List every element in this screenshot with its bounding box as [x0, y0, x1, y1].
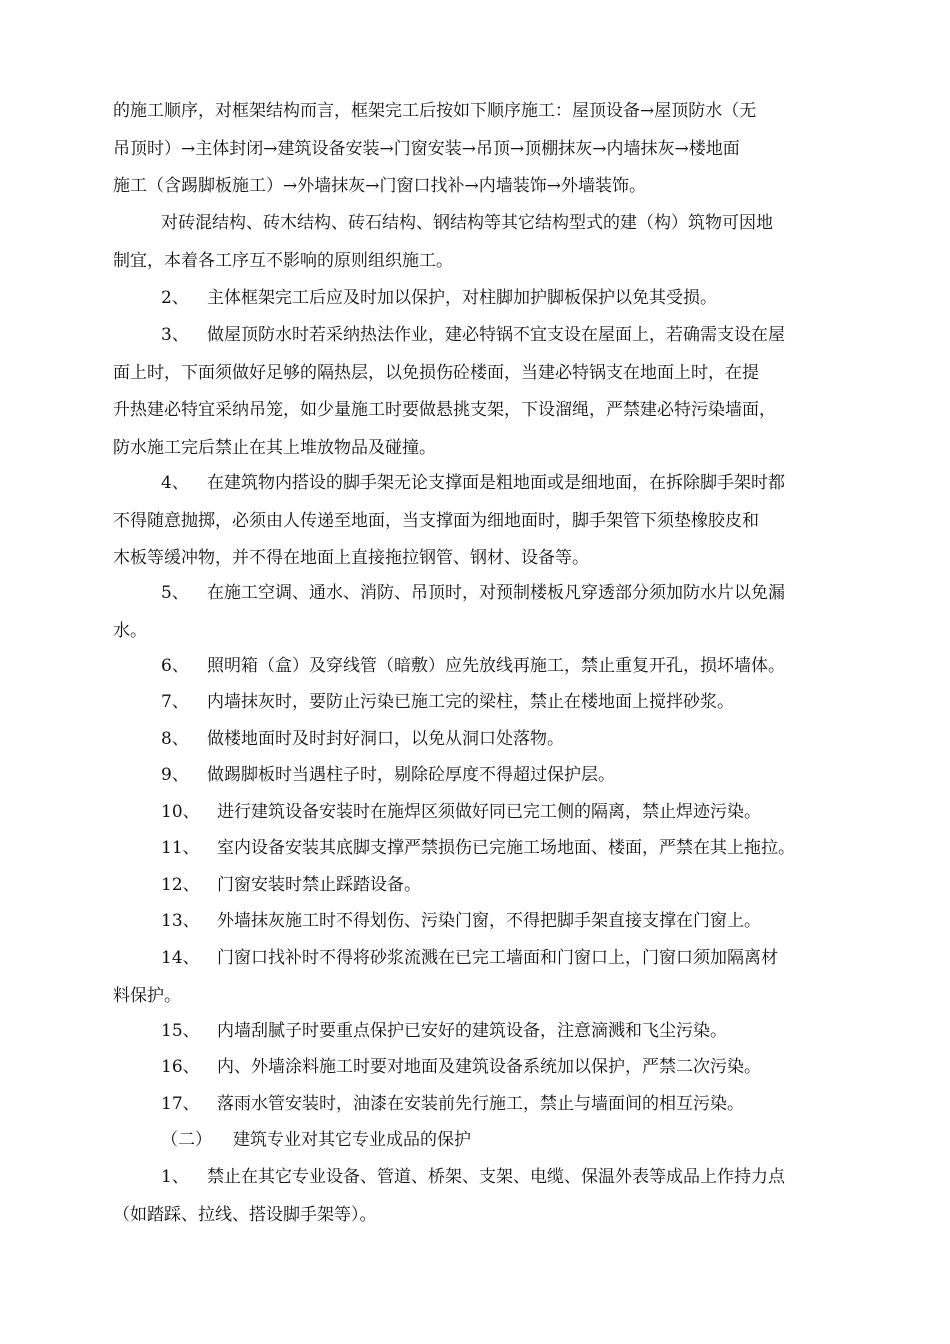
list-item-2 — [113, 280, 858, 318]
text-line: （如踏踩、拉线、搭设脚手架等）。 — [113, 1204, 377, 1225]
item-text: 门窗口找补时不得将砂浆流溅在已完工墙面和门窗口上，门窗口须加隔离材 — [217, 948, 778, 968]
item-number: 3、 — [161, 325, 189, 345]
item-text: 在建筑物内搭设的脚手架无论支撑面是粗地面或是细地面，在拆除脚手架时都 — [207, 473, 785, 493]
list-item-9 — [113, 757, 858, 795]
item-number: 2、 — [161, 288, 189, 308]
text-line: 制宜，本着各工序互不影响的原则组织施工。 — [113, 250, 453, 271]
item-number: 7、 — [161, 692, 189, 712]
item-text: 内墙刮腻子时要重点保护已安好的建筑设备，注意滴溅和飞尘污染。 — [217, 1021, 727, 1041]
section-heading — [113, 1122, 858, 1160]
item-text: 禁止在其它专业设备、管道、桥架、支架、电缆、保温外表等成品上作持力点 — [207, 1167, 785, 1187]
text-line: 的施工顺序，对框架结构而言，框架完工后按如下顺序施工：屋顶设备→屋顶防水（无 — [113, 101, 757, 121]
item-text: 室内设备安装其底脚支撑严禁损伤已完施工场地面、楼面，严禁在其上拖拉。 — [217, 838, 795, 858]
item-number: 11、 — [161, 838, 200, 858]
item-text: 门窗安装时禁止踩踏设备。 — [217, 875, 421, 895]
text-line: 施工（含踢脚板施工）→外墙抹灰→门窗口找补→内墙装饰→外墙装饰。 — [113, 176, 646, 196]
text-line: 升热建必特宜采纳吊笼，如少量施工时要做悬挑支架，下设溜绳，严禁建必特污染墙面， — [113, 400, 776, 420]
item-number: 16、 — [161, 1057, 200, 1077]
section-title: 建筑专业对其它专业成品的保护 — [233, 1130, 471, 1150]
item-number: 6、 — [161, 656, 189, 676]
list-item-7 — [113, 684, 858, 722]
item-number: 15、 — [161, 1021, 200, 1041]
list-item-16 — [113, 1049, 858, 1087]
item-number: 8、 — [161, 729, 189, 749]
item-text: 主体框架完工后应及时加以保护，对柱脚加护脚板保护以免其受损。 — [207, 288, 717, 308]
item-number: 14、 — [161, 948, 200, 968]
list-item-1 — [113, 1159, 858, 1234]
text-line: 对砖混结构、砖木结构、砖石结构、钢结构等其它结构型式的建（构）筑物可因地 — [161, 213, 773, 233]
text-line: 不得随意抛掷，必须由人传递至地面，当支撑面为细地面时，脚手架管下须垫橡胶皮和 — [113, 510, 759, 531]
item-text: 内、外墙涂料施工时要对地面及建筑设备系统加以保护，严禁二次污染。 — [217, 1057, 761, 1077]
item-number: 5、 — [161, 583, 189, 603]
item-number: 4、 — [161, 473, 189, 493]
item-number: 17、 — [161, 1094, 200, 1114]
item-number: 10、 — [161, 802, 200, 822]
list-item-5 — [113, 575, 858, 650]
item-number: 13、 — [161, 911, 200, 931]
list-item-10 — [113, 794, 858, 832]
item-text: 内墙抹灰时，要防止污染已施工完的梁柱，禁止在楼地面上搅拌砂浆。 — [207, 692, 734, 712]
text-line: 吊顶时）→主体封闭→建筑设备安装→门窗安装→吊顶→顶棚抹灰→内墙抹灰→楼地面 — [113, 138, 740, 159]
item-text: 照明箱（盒）及穿线管（暗敷）应先放线再施工，禁止重复开孔，损坏墙体。 — [207, 656, 785, 676]
list-item-3 — [113, 317, 858, 467]
text-line: 防水施工完后禁止在其上堆放物品及碰撞。 — [113, 437, 436, 458]
paragraph-other-structures — [113, 205, 858, 280]
list-item-12 — [113, 867, 858, 905]
item-text: 做屋顶防水时若采纳热法作业，建必特锅不宜支设在屋面上，若确需支设在屋 — [207, 325, 785, 345]
list-item-6 — [113, 648, 858, 686]
item-text: 在施工空调、通水、消防、吊顶时，对预制楼板凡穿透部分须加防水片以免漏 — [207, 583, 785, 603]
list-item-15 — [113, 1013, 858, 1051]
list-item-17 — [113, 1086, 858, 1124]
list-item-8 — [113, 721, 858, 759]
list-item-13 — [113, 903, 858, 941]
item-number: 12、 — [161, 875, 200, 895]
text-line: 料保护。 — [113, 985, 181, 1006]
section-number: （二） — [161, 1130, 212, 1150]
item-number: 1、 — [161, 1167, 189, 1187]
item-text: 做楼地面时及时封好洞口，以免从洞口处落物。 — [207, 729, 564, 749]
item-text: 落雨水管安装时，油漆在安装前先行施工，禁止与墙面间的相互污染。 — [217, 1094, 744, 1114]
text-line: 木板等缓冲物，并不得在地面上直接拖拉钢管、钢材、设备等。 — [113, 548, 589, 568]
item-text: 外墙抹灰施工时不得划伤、污染门窗，不得把脚手架直接支撑在门窗上。 — [217, 911, 761, 931]
list-item-11 — [113, 830, 858, 868]
list-item-14 — [113, 940, 858, 1015]
text-line: 面上时，下面须做好足够的隔热层，以免损伤砼楼面，当建必特锅支在地面上时，在提 — [113, 362, 759, 383]
item-text: 进行建筑设备安装时在施焊区须做好同已完工侧的隔离，禁止焊迹污染。 — [217, 802, 761, 822]
paragraph-construction-sequence — [113, 93, 858, 206]
item-number: 9、 — [161, 765, 189, 785]
text-line: 水。 — [113, 620, 147, 641]
list-item-4 — [113, 465, 858, 578]
item-text: 做踢脚板时当遇柱子时，剔除砼厚度不得超过保护层。 — [207, 765, 615, 785]
